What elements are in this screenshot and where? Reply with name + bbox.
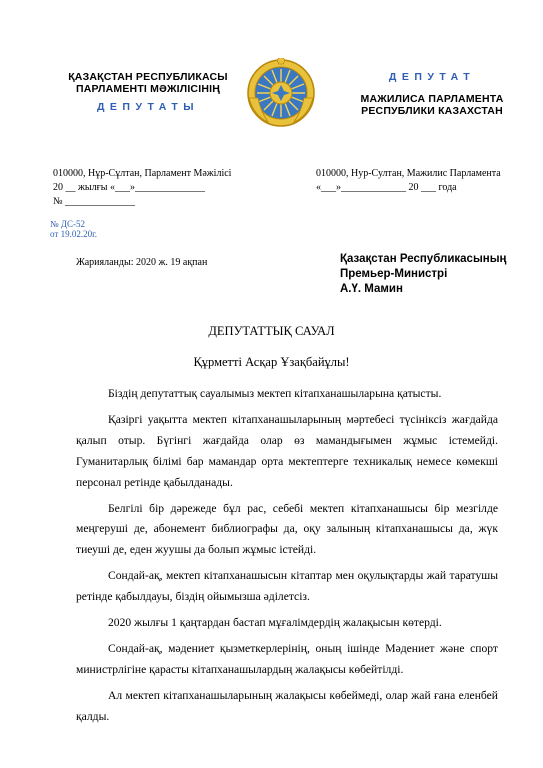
registration-date: от 19.02.20г. xyxy=(50,229,97,239)
document-title: ДЕПУТАТТЫҚ САУАЛ xyxy=(208,324,335,338)
recipient-block xyxy=(340,252,506,297)
paragraph: Сондай-ақ, мектеп кітапханашысын кітаптар мен оқулықтарды жай таратушы ретінде қабылдауы, біздің ойымызша әділетсіз. xyxy=(76,569,498,604)
recipient-line2: Премьер-Министрі xyxy=(340,268,448,280)
paragraph: Сондай-ақ, мәдениет қызметкерлерінің, оның ішінде Мәдениет және спорт министрлігіне қарасты кітапханашылардың жалақысы көбейтілді. xyxy=(76,641,498,676)
address-left-line3: № ______________ xyxy=(53,196,136,207)
address-right-line1: 010000, Нур-Султан, Мажилис Парламента xyxy=(316,168,501,179)
address-right xyxy=(316,167,501,195)
greeting: Құрметті Асқар Ұзақбайұлы! xyxy=(193,355,350,369)
registration-stamp xyxy=(50,219,97,239)
paragraph: Ал мектеп кітапханашыларының жалақысы көбеймеді, олар жай ғана еленбей қалды. xyxy=(76,688,498,723)
paragraph: 2020 жылғы 1 қаңтардан бастап мұғалімдердің жалақысын көтерді. xyxy=(108,616,442,630)
document-body xyxy=(76,384,498,733)
header-left-line2: ПАРЛАМЕНТІ МӘЖІЛІСІНІҢ xyxy=(75,83,221,95)
registration-number: № ДС-52 xyxy=(50,219,85,229)
state-emblem-icon xyxy=(246,58,316,128)
address-left-line1: 010000, Нұр-Сұлтан, Парламент Мәжілісі xyxy=(53,168,232,179)
address-left-line2: 20 __ жылғы «___»______________ xyxy=(53,182,205,193)
header-left-line1: ҚАЗАҚСТАН РЕСПУБЛИКАСЫ xyxy=(68,71,228,83)
address-right-line2: «___»_____________ 20 ___ года xyxy=(316,182,457,193)
header-left xyxy=(48,71,248,113)
recipient-line3: А.Ү. Мамин xyxy=(340,283,403,295)
recipient-line1: Қазақстан Республикасының xyxy=(340,253,507,265)
header-right-line2: МАЖИЛИСА ПАРЛАМЕНТА xyxy=(360,93,504,105)
paragraph: Белгілі бір дәрежеде бұл рас, себебі мектеп кітапханашысы бір мезгілде меңгеруші де, абонемент библиографы да, оқу залының кітапханашысы да, жүк тиеуші де, еден жуушы да болып жұмыс істейді. xyxy=(76,501,498,557)
published-date: Жарияланды: 2020 ж. 19 ақпан xyxy=(76,257,208,268)
paragraph: Қазіргі уақытта мектеп кітапханашыларының мәртебесі түсініксіз жағдайда қалып отыр. Бүгінгі жағдайда олар өз мамандығымен жұмыс істемейді. Гуманитарлық білімі бар мамандар орта мектептерге техникалық немесе көмекші персонал ретінде қабылданады. xyxy=(76,412,498,489)
header-right-line1: ДЕПУТАТ xyxy=(388,71,476,83)
header-right xyxy=(332,71,532,117)
paragraph: Біздің депутаттық сауалымыз мектеп кітапханашыларына қатысты. xyxy=(108,387,442,400)
header-right-line3: РЕСПУБЛИКИ КАЗАХСТАН xyxy=(361,105,503,117)
header-left-line3: ДЕПУТАТЫ xyxy=(96,101,200,113)
address-left xyxy=(53,167,231,209)
